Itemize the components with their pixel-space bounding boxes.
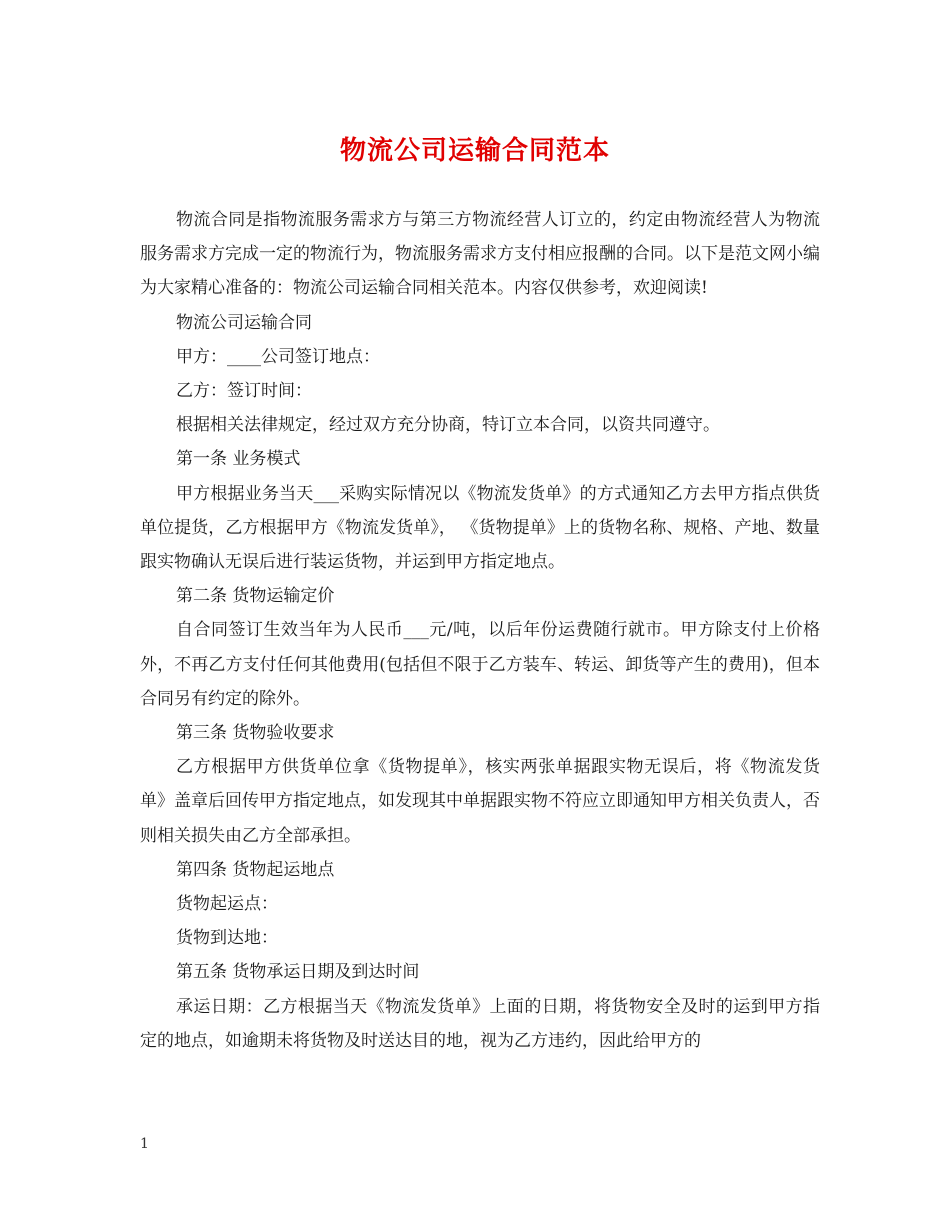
article-5-heading: 第五条 货物承运日期及到达时间 [176,962,420,983]
page-number: 1 [140,1136,149,1152]
paragraph-party-b: 乙方：签订时间： [176,381,312,402]
article-1-heading: 第一条 业务模式 [176,449,301,470]
paragraph-party-a: 甲方：____公司签订地点： [176,346,380,367]
article-3-heading: 第三条 货物验收要求 [176,723,335,744]
article-1-text: 甲方根据业务当天___采购实际情况以《物流发货单》的方式通知乙方去甲方指点供货单位提货，乙方根据甲方《物流发货单》， 《货物提单》上的货物名称、规格、产地、数量跟实物确认无误后进行装运货物，并运到甲方指定地点。 [140,483,820,573]
article-5-text: 承运日期：乙方根据当天《物流发货单》上面的日期，将货物安全及时的运到甲方指定的地点，如逾期未将货物及时送达目的地，视为乙方违约，因此给甲方的 [140,996,820,1051]
paragraph-preamble: 根据相关法律规定，经过双方充分协商，特订立本合同，以资共同遵守。 [176,415,720,436]
paragraph-intro: 物流合同是指物流服务需求方与第三方物流经营人订立的，约定由物流经营人为物流服务需求方完成一定的物流行为，物流服务需求方支付相应报酬的合同。以下是范文网小编为大家精心准备的：物流公司运输合同相关范本。内容仅供参考，欢迎阅读! [140,210,820,299]
article-2-heading: 第二条 货物运输定价 [176,586,335,607]
article-4-destination: 货物到达地： [176,928,278,949]
page-title: 物流公司运输合同范本 [339,136,610,166]
article-2-text: 自合同签订生效当年为人民币___元/吨，以后年份运费随行就市。甲方除支付上价格外，不再乙方支付任何其他费用(包括但不限于乙方装车、转运、卸货等产生的费用)，但本合同另有约定的除外。 [140,620,820,709]
document-body [140,203,820,1058]
article-4-origin: 货物起运点： [176,894,278,915]
article-4-heading: 第四条 货物起运地点 [176,859,335,880]
paragraph-contract-title: 物流公司运输合同 [176,312,312,333]
article-3-text: 乙方根据甲方供货单位拿《货物提单》，核实两张单据跟实物无误后，将《物流发货单》盖章后回传甲方指定地点，如发现其中单据跟实物不符应立即通知甲方相关负责人，否则相关损失由乙方全部承担。 [140,757,820,846]
